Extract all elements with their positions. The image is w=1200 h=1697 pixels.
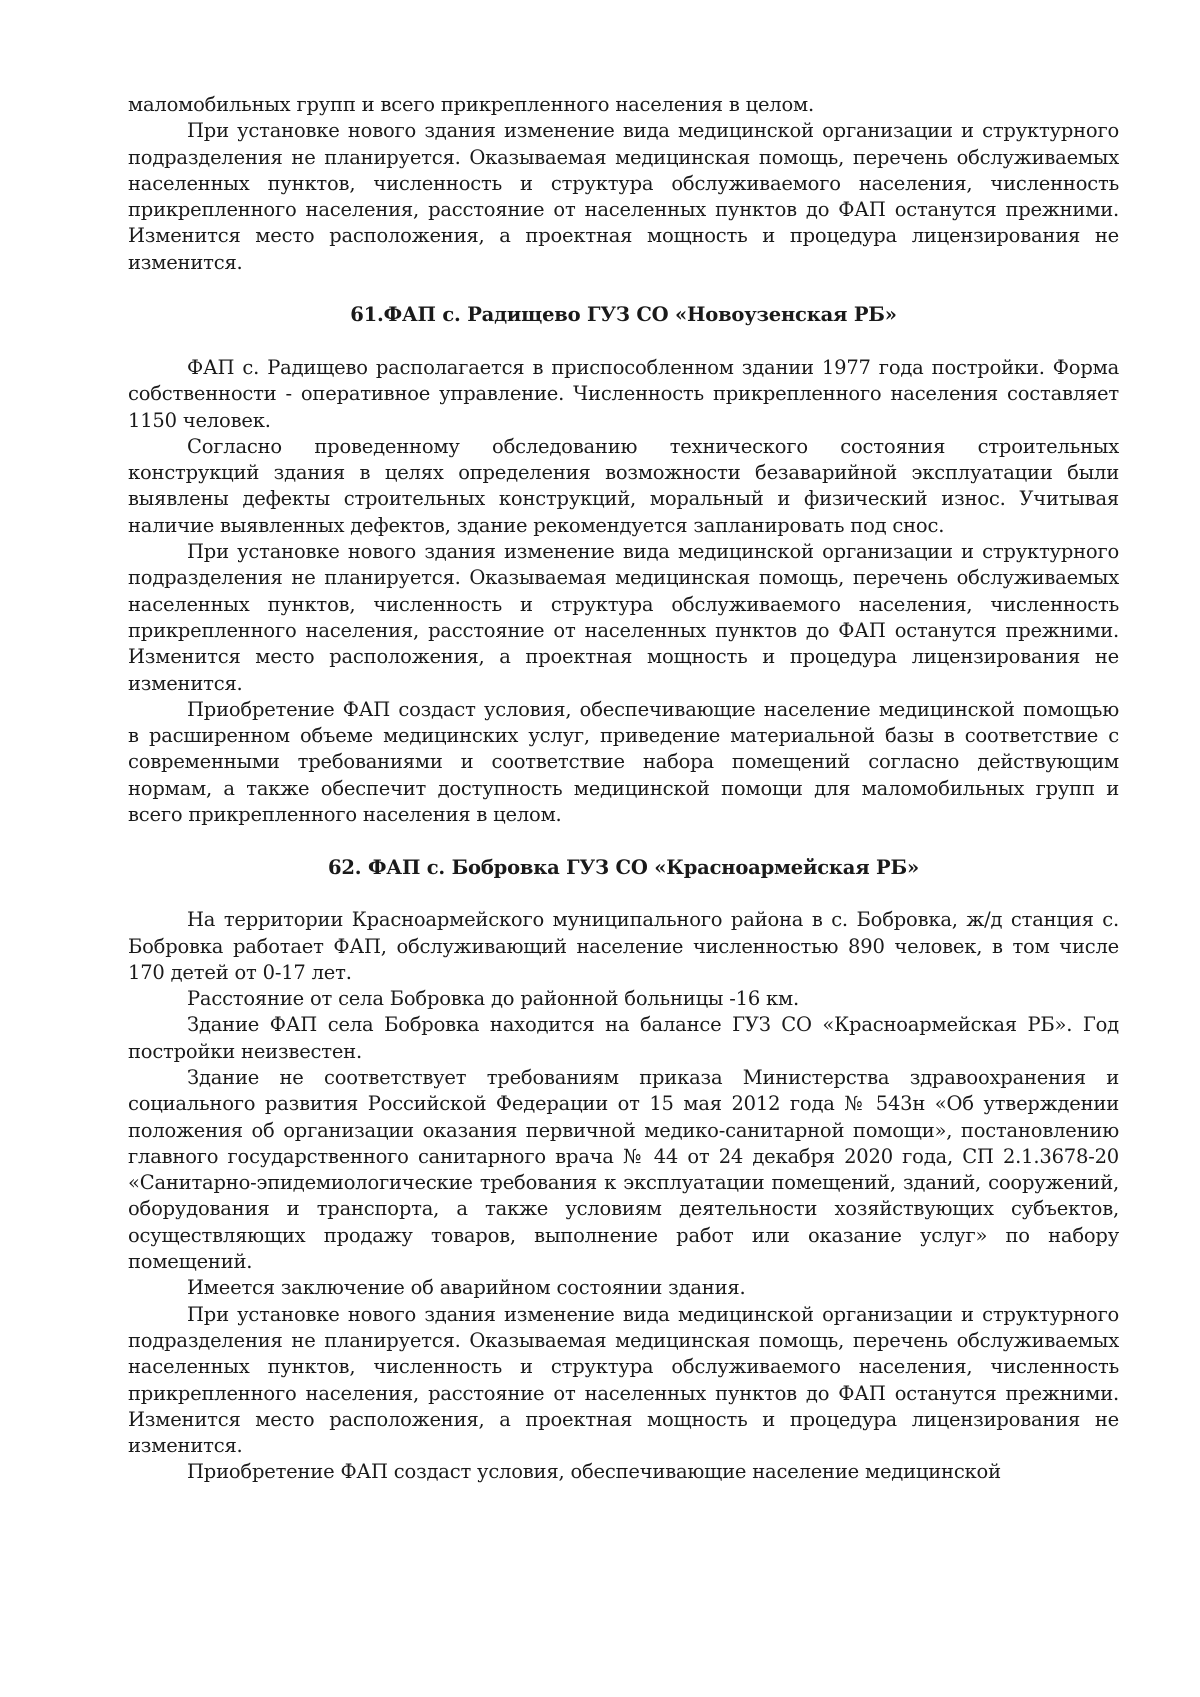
paragraph: Согласно проведенному обследованию технического состояния строительных конструкций здания в целях определения возможности безаварийной эксплуатации были выявлены дефекты строительных конструкций, моральный и физический износ. Учитывая наличие выявленных дефектов, здание рекомендуется запланировать под снос. bbox=[128, 434, 1119, 537]
paragraph: При установке нового здания изменение вида медицинской организации и структурного подразделения не планируется. Оказываемая медицинская помощь, перечень обслуживаемых населенных пунктов, численность и структура обслуживаемого населения, численность прикрепленного населения, расстояние от населенных пунктов до ФАП останутся прежними. Изменится место расположения, а проектная мощность и процедура лицензирования не изменится. bbox=[128, 1302, 1119, 1458]
paragraph: Здание ФАП села Бобровка находится на балансе ГУЗ СО «Красноармейская РБ». Год постройки неизвестен. bbox=[128, 1013, 1119, 1063]
paragraph: На территории Красноармейского муниципального района в с. Бобровка, ж/д станция с. Бобровка работает ФАП, обслуживающий население численностью 890 человек, в том числе 170 детей от 0-17 лет. bbox=[128, 908, 1119, 984]
paragraph: ФАП с. Радищево располагается в приспособленном здании 1977 года постройки. Форма собственности - оперативное управление. Численность прикрепленного населения составляет 1150 человек. bbox=[128, 355, 1119, 432]
section-heading-62: 62. ФАП с. Бобровка ГУЗ СО «Красноармейская РБ» bbox=[328, 855, 919, 879]
paragraph: При установке нового здания изменение вида медицинской организации и структурного подразделения не планируется. Оказываемая медицинская помощь, перечень обслуживаемых населенных пунктов, численность и структура обслуживаемого населения, численность прикрепленного населения, расстояние от населенных пунктов до ФАП останутся прежними. Изменится место расположения, а проектная мощность и процедура лицензирования не изменится. bbox=[128, 119, 1119, 274]
spacer bbox=[128, 329, 1119, 355]
spacer bbox=[128, 276, 1119, 302]
spacer bbox=[128, 881, 1119, 907]
paragraph: При установке нового здания изменение вида медицинской организации и структурного подразделения не планируется. Оказываемая медицинская помощь, перечень обслуживаемых населенных пунктов, численность и структура обслуживаемого населения, численность прикрепленного населения, расстояние от населенных пунктов до ФАП останутся прежними. Изменится место расположения, а проектная мощность и процедура лицензирования не изменится. bbox=[128, 540, 1119, 695]
paragraph: Здание не соответствует требованиям приказа Министерства здравоохранения и социального развития Российской Федерации от 15 мая 2012 года № 543н «Об утверждении положения об организации оказания первичной медико-санитарной помощи», постановлению главного государственного санитарного врача № 44 от 24 декабря 2020 года, СП 2.1.3678-20 «Санитарно-эпидемиологические требования к эксплуатации помещений, зданий, сооружений, оборудования и транспорта, а также условиям деятельности хозяйствующих субъектов, осуществляющих продажу товаров, выполнение работ или оказание услуг» по набору помещений. bbox=[128, 1065, 1119, 1274]
section-heading-61: 61.ФАП с. Радищево ГУЗ СО «Новоузенская РБ» bbox=[350, 303, 897, 327]
paragraph: Расстояние от села Бобровка до районной больницы -16 км. bbox=[187, 987, 799, 1011]
paragraph: маломобильных групп и всего прикрепленного населения в целом. bbox=[128, 93, 814, 116]
paragraph: Приобретение ФАП создаст условия, обеспечивающие население медицинской bbox=[187, 1460, 1001, 1484]
paragraph: Имеется заключение об аварийном состоянии здания. bbox=[187, 1276, 746, 1300]
paragraph: Приобретение ФАП создаст условия, обеспечивающие население медицинской помощью в расширенном объеме медицинских услуг, приведение материальной базы в соответствие с современными требованиями и соответствие набора помещений согласно действующим нормам, а также обеспечит доступность медицинской помощи для маломобильных групп и всего прикрепленного населения в целом. bbox=[128, 697, 1119, 827]
spacer bbox=[128, 828, 1119, 854]
document-page bbox=[128, 92, 1119, 1486]
